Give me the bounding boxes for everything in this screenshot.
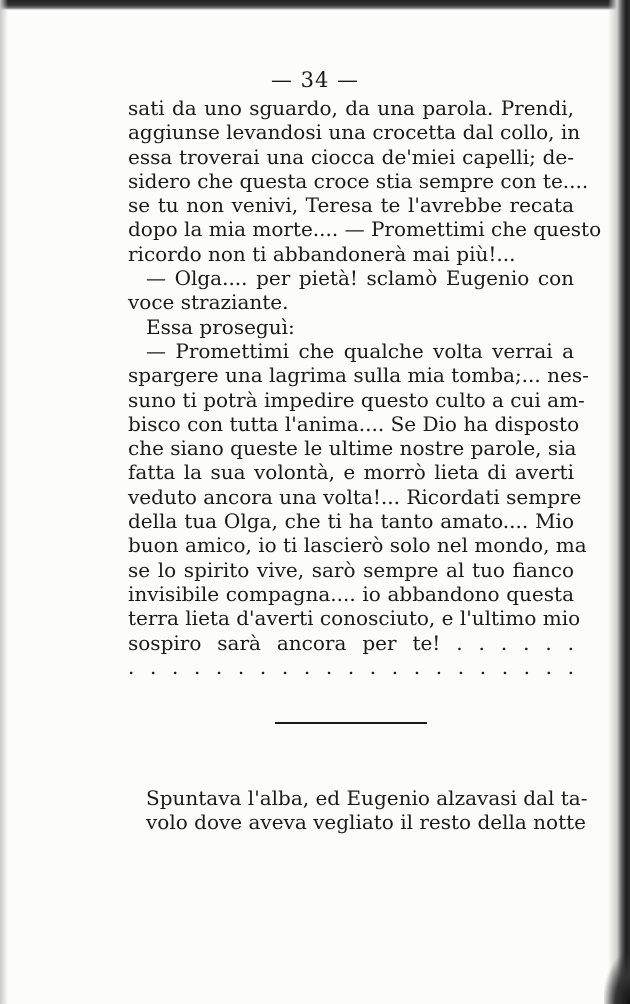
text-line: sidero che questa croce stia sempre con te....	[128, 168, 589, 193]
text-line: Spuntava l'alba, ed Eugenio alzavasi dal ta-	[146, 786, 588, 810]
text-line: bisco con tutta l'anima.... Se Dio ha disposto	[128, 411, 580, 436]
passage-2	[146, 786, 588, 835]
text-line: — Olga.... per pietà! sclamò Eugenio con	[146, 266, 574, 291]
text-line: sospiro sarà ancora per te! . . . . . .	[128, 630, 574, 655]
text-line: veduto ancora una volta!... Ricordati sempre	[128, 484, 582, 509]
text-line: essa troverai una ciocca de'miei capelli; de-	[128, 144, 574, 169]
scan-left-edge	[0, 0, 8, 1004]
scan-top-edge	[0, 0, 630, 10]
text-line: — Promettimi che qualche volta verrai a	[146, 338, 574, 363]
text-line: sati da uno sguardo, da una parola. Prendi,	[128, 96, 574, 120]
passage-1	[128, 96, 602, 679]
scan-right-edge	[608, 0, 630, 1004]
text-line: suno ti potrà impedire questo culto a cui am-	[128, 387, 585, 412]
text-line: se tu non venivi, Teresa te l'avrebbe recata	[128, 193, 574, 218]
scan-bottom-corner	[604, 954, 630, 1004]
text-line: terra lieta d'averti conosciuto, e l'ultimo mio	[128, 606, 581, 631]
text-line: invisibile compagna.... io abbandono questa	[128, 581, 574, 606]
text-line: ricordo non ti abbandonerà mai più!...	[128, 241, 516, 266]
text-line: della tua Olga, che ti ha tanto amato.... Mio	[128, 509, 574, 534]
text-line: fatta la sua volontà, e morrò lieta di averti	[128, 460, 574, 485]
text-line: buon amico, io ti lascierò solo nel mondo, ma	[128, 533, 587, 558]
ellipsis-row: . . . . . . . . . . . . . . . . . . . . .	[128, 654, 574, 679]
section-separator	[275, 722, 427, 724]
text-line: volo dove aveva vegliato il resto della notte	[146, 810, 586, 835]
text-line: che siano queste le ultime nostre parole, sia	[128, 436, 577, 461]
text-line: se lo spirito vive, sarò sempre al tuo fianco	[128, 557, 574, 582]
text-line: aggiunse levandosi una crocetta dal collo, in	[128, 120, 581, 145]
page-number: — 34 —	[270, 68, 360, 92]
text-line: Essa proseguì:	[146, 314, 295, 339]
text-line: dopo la mia morte.... — Promettimi che questo	[128, 217, 602, 242]
text-line: spargere una lagrima sulla mia tomba;... nes-	[128, 363, 589, 388]
text-line: voce straziante.	[128, 290, 289, 315]
